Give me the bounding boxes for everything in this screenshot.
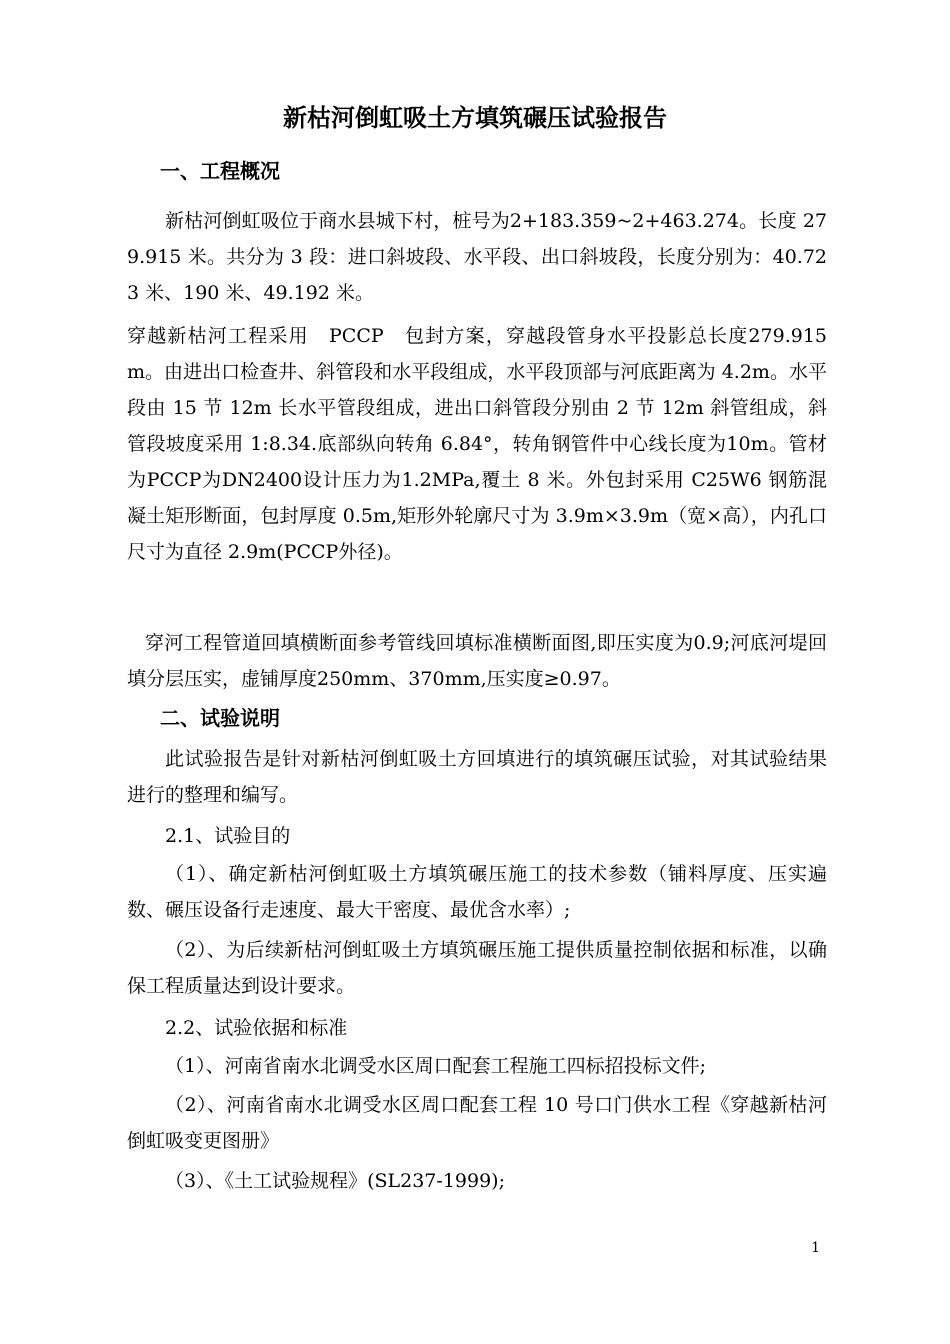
section-heading-test-description: 二、试验说明: [160, 706, 280, 730]
basis-item-3: （3）、《土工试验规程》(SL237-1999);: [165, 1170, 505, 1192]
overview-paragraph-1: 新枯河倒虹吸位于商水县城下村，桩号为2+183.359~2+463.274。长度 279.915 米。共分为 3 段：进口斜坡段、水平段、出口斜坡段，长度分别为：40.723 米、190 米、49.192 米。: [127, 210, 827, 304]
purpose-item-1: （1）、确定新枯河倒虹吸土方填筑碾压施工的技术参数（铺料厚度、压实遍数、碾压设备行走速度、最大干密度、最优含水率）;: [127, 863, 827, 921]
basis-item-2: （2）、河南省南水北调受水区周口配套工程 10 号口门供水工程《穿越新枯河倒虹吸变更图册》: [127, 1094, 827, 1152]
document-title: 新枯河倒虹吸土方填筑碾压试验报告: [283, 104, 667, 132]
test-description-paragraph: 此试验报告是针对新枯河倒虹吸土方回填进行的填筑碾压试验，对其试验结果进行的整理和编写。: [127, 748, 827, 806]
section-heading-overview: 一、工程概况: [160, 159, 280, 183]
subheading-test-basis: 2.2、试验依据和标准: [165, 1017, 348, 1039]
subheading-test-purpose: 2.1、试验目的: [165, 825, 291, 847]
purpose-item-2: （2）、为后续新枯河倒虹吸土方填筑碾压施工提供质量控制依据和标准，以确保工程质量达到设计要求。: [127, 939, 827, 997]
page-number: 1: [811, 1240, 820, 1256]
overview-paragraph-2: 穿越新枯河工程采用 PCCP 包封方案，穿越段管身水平投影总长度279.915m。由进出口检查井、斜管段和水平段组成，水平段顶部与河底距离为 4.2m。水平段由 15 节 12m 长水平管段组成，进出口斜管段分别由 2 节 12m 斜管组成，斜管段坡度采用 1:8.34.底部纵向转角 6.84°，转角钢管件中心线长度为10m。管材为PCCP为DN2400设计压力为1.2MPa,覆土 8 米。外包封采用 C25W6 钢筋混凝土矩形断面，包封厚度 0.5m,矩形外轮廓尺寸为 3.9m×3.9m（宽×高），内孔口尺寸为直径 2.9m(PCCP外径)。: [127, 325, 827, 563]
basis-item-1: （1）、河南省南水北调受水区周口配套工程施工四标招投标文件;: [165, 1055, 706, 1077]
overview-paragraph-3: 穿河工程管道回填横断面参考管线回填标准横断面图,即压实度为0.9;河底河堤回填分层压实，虚铺厚度250mm、370mm,压实度≥0.97。: [127, 632, 827, 690]
